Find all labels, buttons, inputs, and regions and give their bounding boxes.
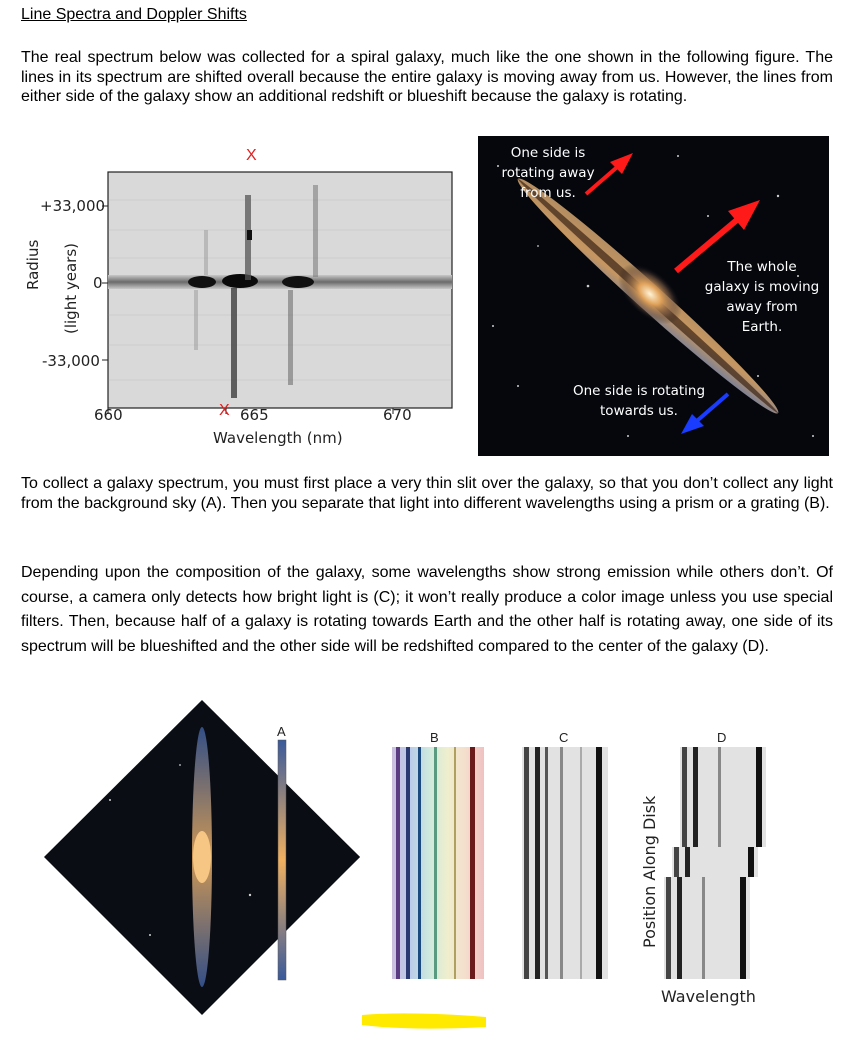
x-tick-670: 670 <box>383 406 412 424</box>
continuum-band <box>108 275 452 289</box>
x-tick-660: 660 <box>94 406 123 424</box>
y-axis-label-line1: Radius <box>24 239 42 290</box>
slit-strip <box>278 740 286 980</box>
y-axis-label-line2: (light years) <box>62 243 80 334</box>
spectrum-marker-top: X <box>246 147 257 164</box>
y-tick-bottom: -33,000 <box>42 352 100 370</box>
label-rotating-towards: One side is rotating towards us. <box>572 383 706 419</box>
y-tick-zero: 0 <box>93 274 103 292</box>
grayscale-spectrum <box>522 747 608 979</box>
label-rotating-away: One side is rotating away from us. <box>501 145 595 201</box>
page-title: Line Spectra and Doppler Shifts <box>21 6 247 23</box>
y-tick-top: +33,000 <box>40 197 106 215</box>
shifted-spectrum <box>664 747 766 979</box>
label-d: D <box>717 730 727 745</box>
label-whole-galaxy: The whole galaxy is moving away from Earth. <box>704 259 820 335</box>
label-c: C <box>559 730 569 745</box>
yellow-highlight <box>362 1013 486 1028</box>
x-tick-665: 665 <box>240 406 269 424</box>
composition-paragraph: Depending upon the composition of the galaxy, some wavelengths show strong emission while others don’t. Of course, a camera only detects how bright light is (C); it won’t really produce a color image unless you use special filters. Then, because half of a galaxy is rotating towards Earth and the other half is rotating away, one side of its spectrum will be blueshifted and the other side will be redshifted compared to the center of the galaxy (D). <box>21 564 833 655</box>
spectrum-image <box>108 172 452 408</box>
position-along-disk-label: Position Along Disk <box>640 795 659 948</box>
x-axis-label: Wavelength (nm) <box>213 429 343 447</box>
collect-paragraph: To collect a galaxy spectrum, you must first place a very thin slit over the galaxy, so that you don’t collect any light from the background sky (A). Then you separate that light into different wavelengths using a prism or a grating (B). <box>21 475 833 512</box>
dispersed-spectrum <box>392 747 484 979</box>
intro-paragraph: The real spectrum below was collected for a spiral galaxy, much like the one shown in the following figure. The lines in its spectrum are shifted overall because the entire galaxy is moving away from us. However, the lines from either side of the galaxy show an additional redshift or blueshift because the galaxy is rotating. <box>21 49 833 105</box>
diamond-right-part <box>296 795 360 919</box>
process-diagram <box>30 695 820 1035</box>
label-a: A <box>277 724 286 739</box>
spectrum-marker-bottom: X <box>219 402 230 419</box>
process-figure <box>30 695 820 1035</box>
wavelength-label: Wavelength <box>661 987 756 1006</box>
label-b: B <box>430 730 439 745</box>
